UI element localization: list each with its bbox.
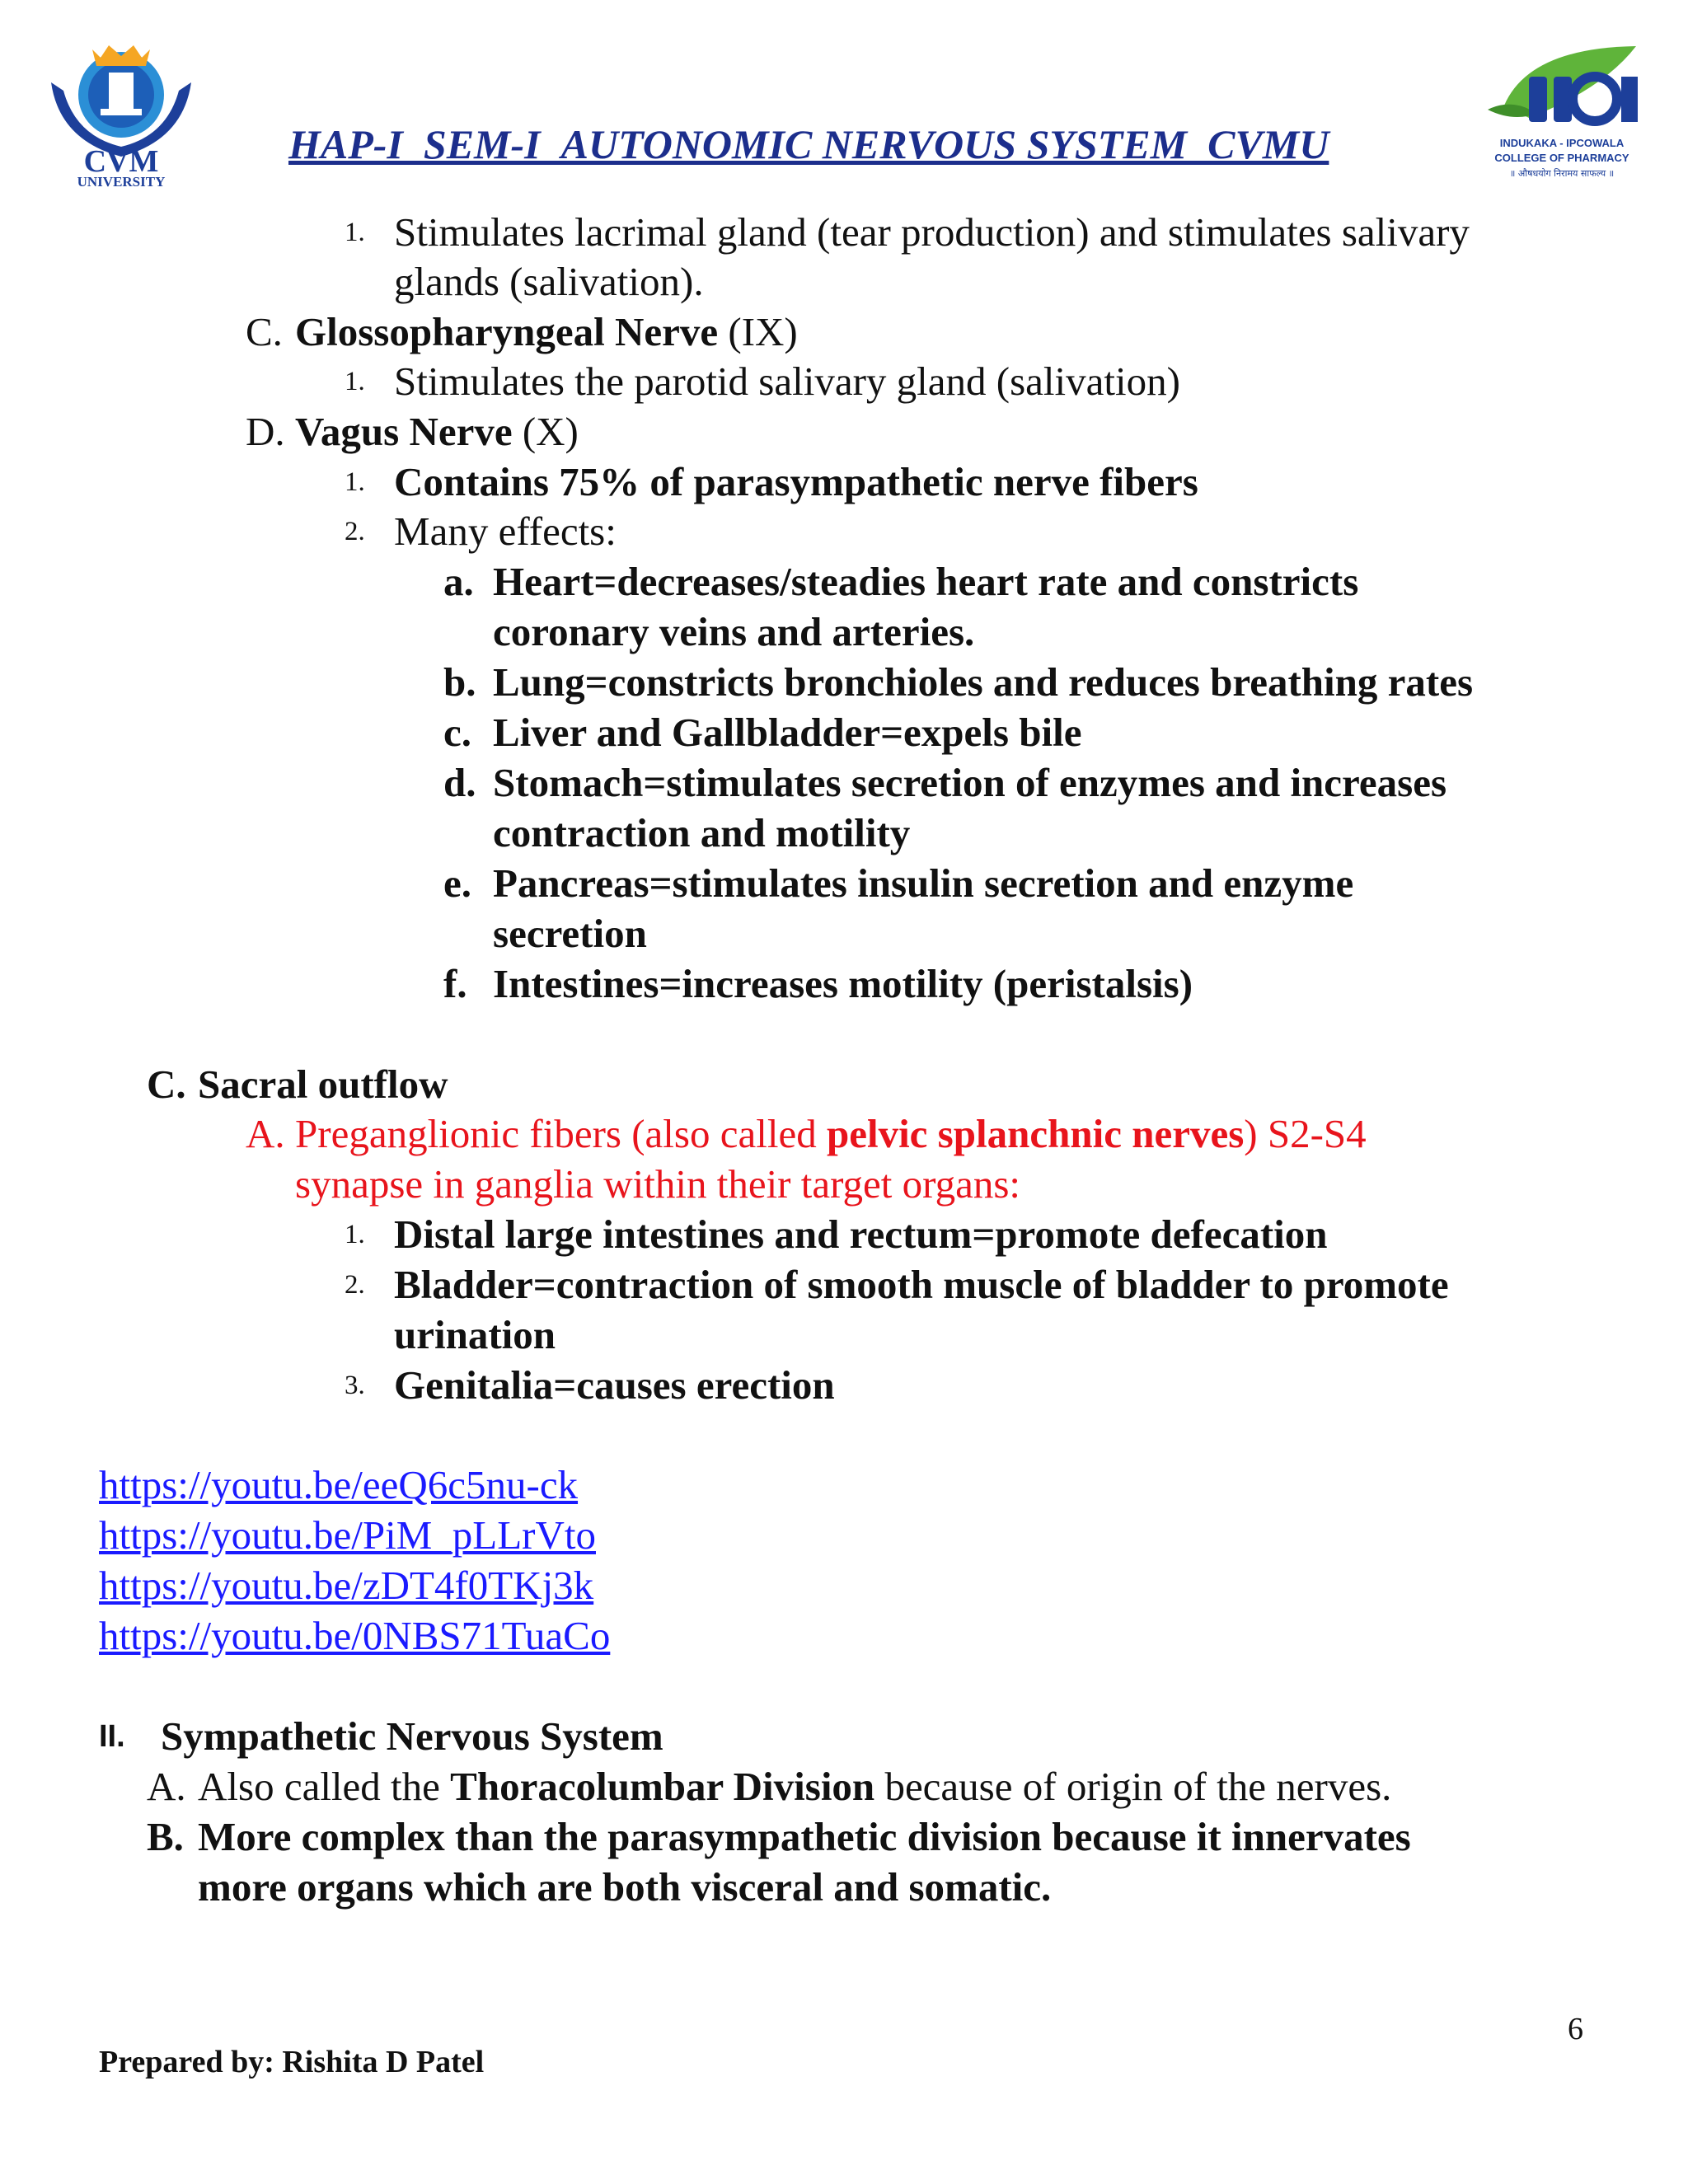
list-number: 1. (345, 218, 365, 247)
page-number: 6 (1568, 2012, 1583, 2046)
youtube-link[interactable]: https://youtu.be/eeQ6c5nu-ck (99, 1462, 579, 1507)
text-run: Also called the (198, 1764, 451, 1809)
sympathetic-point-b: More complex than the parasympathetic division because it innervates (198, 1814, 1411, 1859)
highlight-term: pelvic splanchnic nerves (826, 1111, 1245, 1156)
nerve-name: Vagus Nerve (295, 409, 513, 454)
effect-letter: a. (443, 559, 474, 604)
effect-text: contraction and motility (493, 810, 911, 855)
effect-text: coronary veins and arteries. (493, 609, 975, 654)
youtube-link[interactable]: https://youtu.be/PiM_pLLrVto (99, 1512, 596, 1558)
effect-letter: c. (443, 710, 471, 755)
effect-letter: b. (443, 659, 476, 705)
list-number: 3. (345, 1371, 365, 1400)
cvm-university-logo (43, 33, 199, 190)
effect-text: Pancreas=stimulates insulin secretion and enzyme (493, 860, 1354, 906)
effect-text: Stomach=stimulates secretion of enzymes and increases (493, 760, 1447, 805)
text-run: Preganglionic fibers (also called (295, 1111, 827, 1156)
list-number: 2. (345, 1270, 365, 1300)
list-item-text: glands (salivation). (394, 259, 704, 304)
section-numeral: II. (99, 1719, 125, 1754)
list-item-text: Stimulates the parotid salivary gland (salivation) (394, 359, 1180, 404)
logo-line-2: COLLEGE OF PHARMACY (1494, 152, 1629, 164)
list-item-text: Stimulates lacrimal gland (tear production) and stimulates salivary (394, 209, 1470, 255)
logo-text: CVM (83, 144, 159, 179)
effect-text: secretion (493, 911, 647, 956)
section-letter: C. (147, 1062, 186, 1107)
nerve-heading (295, 407, 579, 457)
section-letter: D. (246, 409, 285, 454)
list-number: 1. (345, 1220, 365, 1249)
list-item-text: Bladder=contraction of smooth muscle of bladder to promote (394, 1262, 1449, 1307)
highlight-term: Thoracolumbar Division (450, 1764, 875, 1809)
nerve-name: Glossopharyngeal Nerve (295, 309, 719, 354)
footer-author: Prepared by: Rishita D Patel (99, 2045, 485, 2079)
nerve-numeral: (IX) (718, 309, 798, 354)
effect-text: Liver and Gallbladder=expels bile (493, 710, 1082, 755)
section-title: Sympathetic Nervous System (161, 1713, 663, 1759)
effect-letter: f. (443, 961, 467, 1006)
effect-text: Heart=decreases/steadies heart rate and constricts (493, 559, 1359, 604)
section-letter: A. (246, 1111, 285, 1156)
section-title: Sacral outflow (198, 1062, 448, 1107)
iicp-college-logo (1479, 40, 1644, 188)
list-item-text: Contains 75% of parasympathetic nerve fibers (394, 459, 1198, 504)
nerve-heading (295, 307, 798, 357)
section-letter: B. (147, 1814, 184, 1859)
list-item-text: Distal large intestines and rectum=promote defecation (394, 1212, 1328, 1257)
effect-letter: e. (443, 860, 471, 906)
list-item-text: urination (394, 1312, 556, 1357)
logo-line-1: INDUKAKA - IPCOWALA (1499, 137, 1625, 149)
list-number: 1. (345, 467, 365, 497)
section-letter: C. (246, 309, 283, 354)
list-item-text: Many effects: (394, 509, 617, 554)
list-item-text: Genitalia=causes erection (394, 1362, 835, 1408)
youtube-link[interactable]: https://youtu.be/0NBS71TuaCo (99, 1613, 611, 1658)
text-run: because of origin of the nerves. (874, 1764, 1392, 1809)
effect-text: Intestines=increases motility (peristalsis) (493, 961, 1193, 1006)
nerve-numeral: (X) (512, 409, 579, 454)
logo-line-3: ॥ औषधयोग निरामय साफल्य ॥ (1509, 168, 1615, 179)
sympathetic-point-b: more organs which are both visceral and somatic. (198, 1864, 1052, 1910)
text-run: ) S2-S4 (1244, 1111, 1367, 1156)
list-number: 2. (345, 517, 365, 546)
page-header-title: HAP-I_SEM-I_AUTONOMIC NERVOUS SYSTEM_CVMU (288, 121, 1329, 167)
sacral-description: synapse in ganglia within their target organs: (295, 1161, 1021, 1207)
sacral-description (295, 1109, 1367, 1159)
section-letter: A. (147, 1764, 186, 1809)
logo-subtext: UNIVERSITY (77, 174, 166, 190)
list-number: 1. (345, 367, 365, 396)
effect-text: Lung=constricts bronchioles and reduces breathing rates (493, 659, 1474, 705)
youtube-link[interactable]: https://youtu.be/zDT4f0TKj3k (99, 1563, 594, 1608)
effect-letter: d. (443, 760, 476, 805)
sympathetic-point-a (198, 1762, 1391, 1811)
